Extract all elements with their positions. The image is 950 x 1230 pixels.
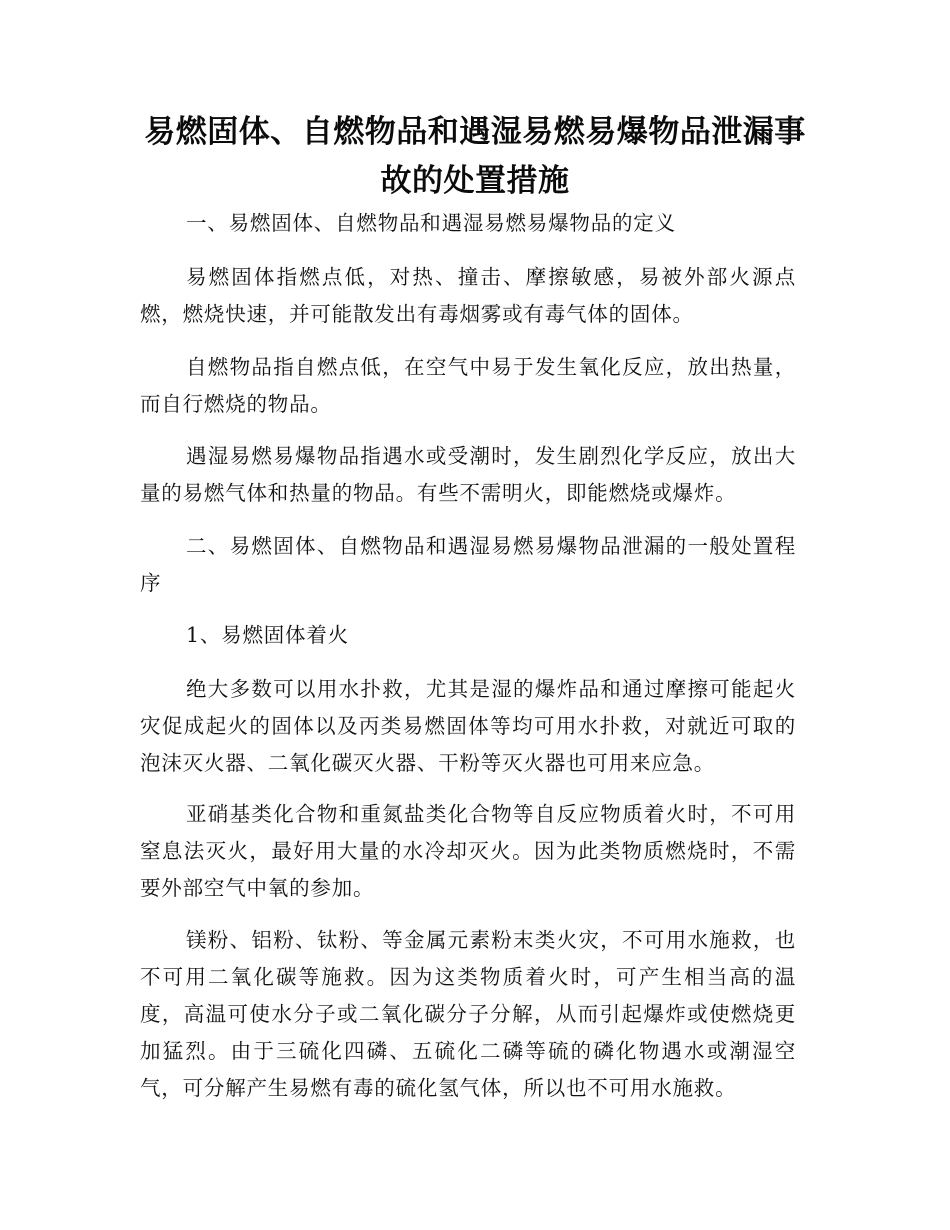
paragraph-water-extinguishing: 绝大多数可以用水扑救，尤其是湿的爆炸品和通过摩擦可能起火灾促成起火的固体以及丙类易燃固体等均可用水扑救，对就近可取的泡沫灭火器、二氧化碳灭火器、干粉等灭火器也可用来应急。 bbox=[140, 677, 796, 775]
paragraph-metal-powder-fires: 镁粉、铝粉、钛粉、等金属元素粉末类火灾，不可用水施救，也不可用二氧化碳等施救。因为这类物质着火时，可产生相当高的温度，高温可使水分子或二氧化碳分子分解，从而引起爆炸或使燃烧更加猛烈。由于三硫化四磷、五硫化二磷等硫的磷化物遇水或潮湿空气，可分解产生易燃有毒的硫化氢气体，所以也不可用水施救。 bbox=[140, 928, 796, 1100]
paragraph-flammable-solid-definition: 易燃固体指燃点低，对热、撞击、摩擦敏感，易被外部火源点燃，燃烧快速，并可能散发出有毒烟雾或有毒气体的固体。 bbox=[140, 265, 796, 326]
subsection-1-heading: 1、易燃固体着火 bbox=[186, 623, 349, 647]
section-1-heading: 一、易燃固体、自燃物品和遇湿易燃易爆物品的定义 bbox=[186, 211, 676, 235]
paragraph-spontaneous-combustion-definition: 自燃物品指自燃点低，在空气中易于发生氧化反应，放出热量，而自行燃烧的物品。 bbox=[140, 355, 796, 416]
document-title: 易燃固体、自燃物品和遇湿易燃易爆物品泄漏事故的处置措施 bbox=[144, 114, 806, 199]
paragraph-wet-dangerous-definition: 遇湿易燃易爆物品指遇水或受潮时，发生剧烈化学反应，放出大量的易燃气体和热量的物品。有些不需明火，即能燃烧或爆炸。 bbox=[140, 444, 796, 505]
section-2-heading: 二、易燃固体、自燃物品和遇湿易燃易爆物品泄漏的一般处置程序 bbox=[140, 534, 796, 595]
paragraph-nitroso-diazo-compounds: 亚硝基类化合物和重氮盐类化合物等自反应物质着火时，不可用窒息法灭火，最好用大量的水冷却灭火。因为此类物质燃烧时，不需要外部空气中氧的参加。 bbox=[140, 802, 796, 900]
